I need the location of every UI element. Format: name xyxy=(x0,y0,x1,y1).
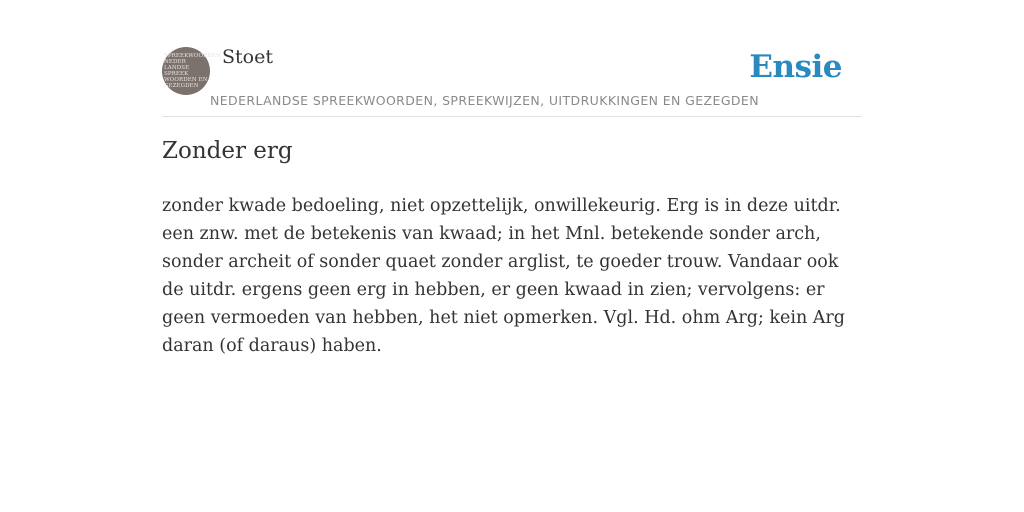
source-header xyxy=(162,40,862,117)
entry-definition: zonder kwade bedoeling, niet opzettelijk, onwillekeurig. Erg is in deze uitdr. een znw. met de betekenis van kwaad; in het Mnl. betekende sonder arch, sonder archeit of sonder quaet zonder arglist, te goeder trouw. Vandaar ook de uitdr. ergens geen erg in hebben, er geen kwaad in zien; vervolgens: er geen vermoeden van hebben, het niet opmerken. Vgl. Hd. ohm Arg; kein Arg daran (of daraus) haben. xyxy=(162,196,846,356)
entry-title: Zonder erg xyxy=(162,138,293,164)
source-subtitle: NEDERLANDSE SPREEKWOORDEN, SPREEKWIJZEN, UITDRUKKINGEN EN GEZEGDEN xyxy=(210,93,759,108)
brand-logo[interactable]: Ensie xyxy=(749,49,842,85)
cover-text: SPREEKWOORDEN NEDER LANDSE SPREEK WOORDEN EN GEZEGDEN xyxy=(164,53,221,89)
source-cover-image[interactable] xyxy=(162,47,221,95)
source-name[interactable]: Stoet xyxy=(222,46,273,68)
